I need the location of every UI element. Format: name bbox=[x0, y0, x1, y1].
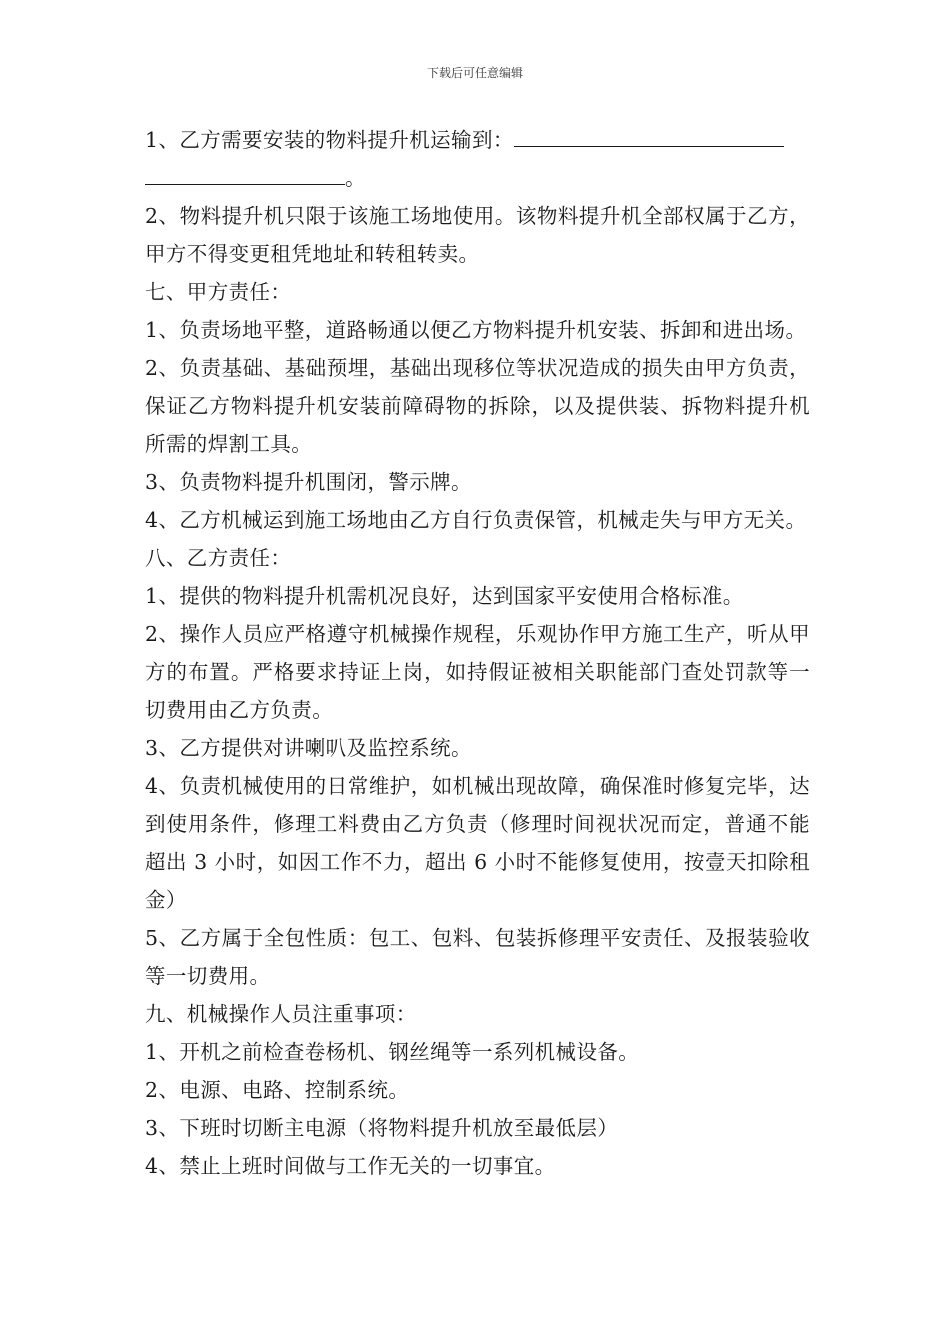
clause-8-4: 4、负责机械使用的日常维护，如机械出现故障，确保准时修复完毕，达到使用条件，修理工料费由乙方负责（修理时间视状况而定，普通不能超出 3 小时，如因工作不力，超出 6 小时不能修复使用，按壹天扣除租金） bbox=[145, 774, 810, 912]
section-heading-8: 八、乙方责任： bbox=[145, 546, 292, 570]
clause-8-3: 3、乙方提供对讲喇叭及监控系统。 bbox=[145, 736, 472, 760]
clause-7-4: 4、乙方机械运到施工场地由乙方自行负责保管，机械走失与甲方无关。 bbox=[145, 508, 807, 532]
section-heading-7: 七、甲方责任： bbox=[145, 280, 292, 304]
clause-9-4: 4、禁止上班时间做与工作无关的一切事宜。 bbox=[145, 1154, 556, 1178]
clause-7-2: 2、负责基础、基础预埋，基础出现移位等状况造成的损失由甲方负责，保证乙方物料提升机安装前障碍物的拆除，以及提供装、拆物料提升机所需的焊割工具。 bbox=[145, 356, 810, 456]
clause-9-3: 3、下班时切断主电源（将物料提升机放至最低层） bbox=[145, 1116, 619, 1140]
clause-7-3: 3、负责物料提升机围闭，警示牌。 bbox=[145, 470, 472, 494]
clause-6-1 bbox=[145, 121, 810, 197]
clause-6-2: 2、物料提升机只限于该施工场地使用。该物料提升机全部权属于乙方，甲方不得变更租凭地址和转租转卖。 bbox=[145, 204, 810, 266]
clause-text: 1、乙方需要安装的物料提升机运输到： bbox=[145, 128, 514, 152]
section-heading-9: 九、机械操作人员注重事项： bbox=[145, 1002, 417, 1026]
clause-9-2: 2、电源、电路、控制系统。 bbox=[145, 1078, 410, 1102]
clause-8-1: 1、提供的物料提升机需机况良好，达到国家平安使用合格标准。 bbox=[145, 584, 744, 608]
clause-end-mark: 。 bbox=[345, 166, 366, 190]
page-header: 下载后可任意编辑 bbox=[426, 66, 523, 80]
clause-7-1: 1、负责场地平整，道路畅通以便乙方物料提升机安装、拆卸和进出场。 bbox=[145, 318, 807, 342]
blank-line-field[interactable] bbox=[514, 124, 784, 147]
clause-8-2: 2、操作人员应严格遵守机械操作规程，乐观协作甲方施工生产，听从甲方的布置。严格要求持证上岗，如持假证被相关职能部门查处罚款等一切费用由乙方负责。 bbox=[145, 622, 810, 722]
document-body bbox=[145, 121, 810, 1185]
clause-9-1: 1、开机之前检查卷杨机、钢丝绳等一系列机械设备。 bbox=[145, 1040, 640, 1064]
blank-line-field-continued[interactable] bbox=[145, 162, 345, 185]
clause-8-5: 5、乙方属于全包性质：包工、包料、包装拆修理平安责任、及报装验收等一切费用。 bbox=[145, 926, 810, 988]
